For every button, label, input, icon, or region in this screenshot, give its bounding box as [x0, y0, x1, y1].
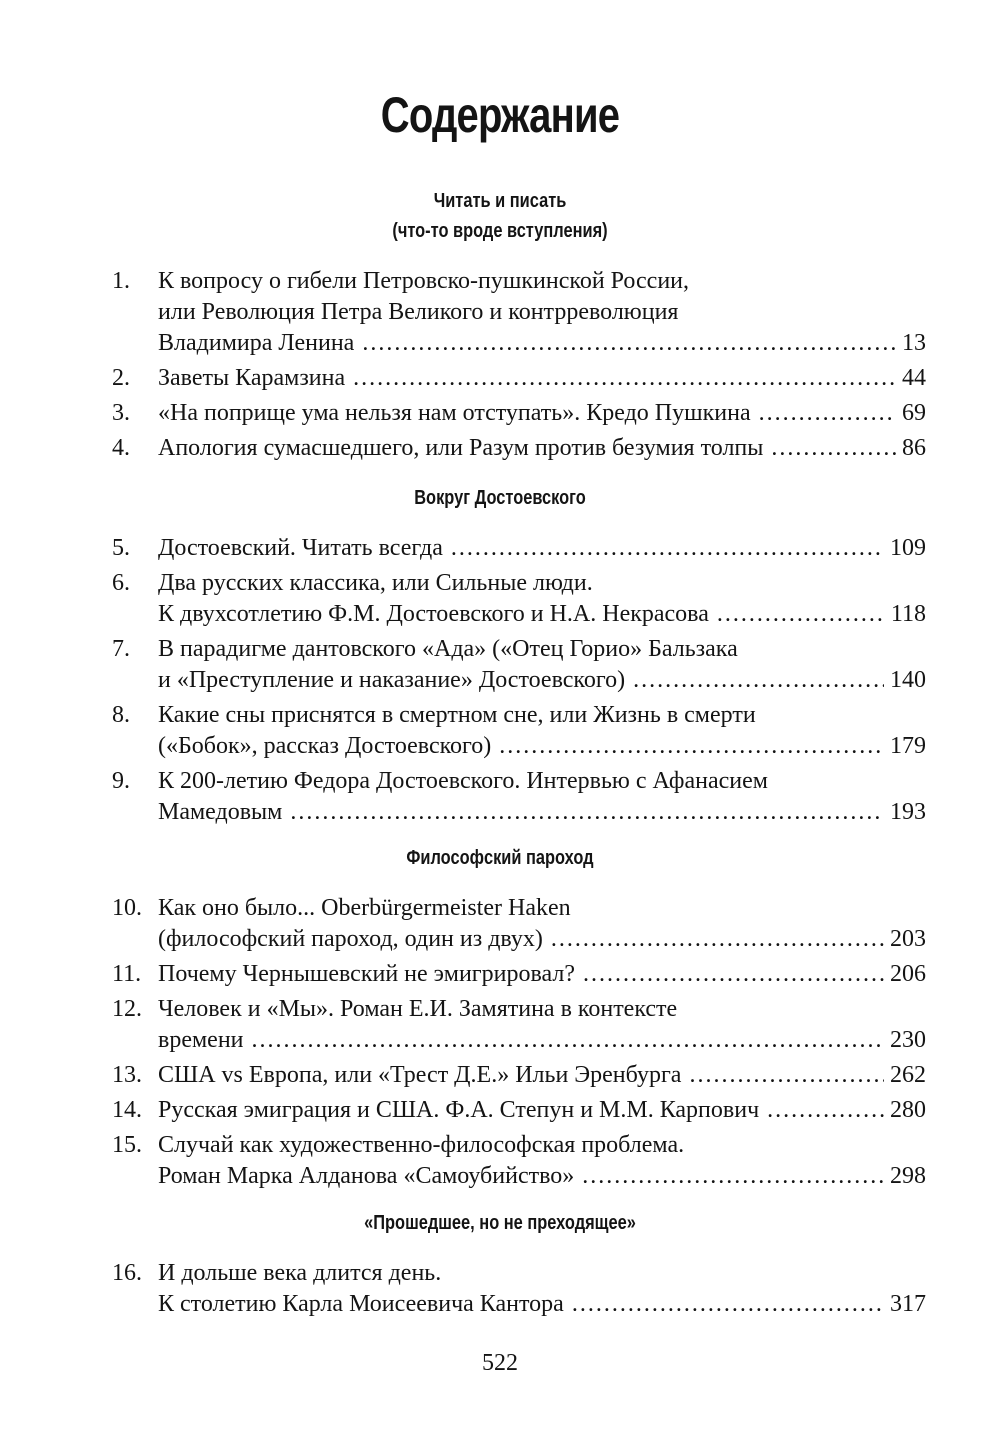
- toc-entry[interactable]: [0, 893, 1000, 955]
- entry-body: [158, 1258, 926, 1320]
- entry-title-line: «На поприще ума нельзя нам отступать». Кредо Пушкина: [158, 400, 751, 426]
- dot-leader: [582, 1161, 884, 1192]
- dot-leader: [362, 328, 896, 359]
- dot-leader: [451, 533, 884, 564]
- entry-page-number: 230: [890, 1027, 926, 1053]
- entry-page-number: 140: [890, 667, 926, 693]
- toc-entry[interactable]: [0, 634, 1000, 696]
- dot-leader: [689, 1060, 884, 1091]
- entry-title-line: Мамедовым: [158, 799, 283, 825]
- entry-title-line: Какие сны приснятся в смертном сне, или Жизнь в смерти: [158, 702, 756, 728]
- page-number: 522: [482, 1350, 518, 1376]
- toc-entry[interactable]: [0, 700, 1000, 762]
- entry-title-line: В парадигме дантовского «Ада» («Отец Горио» Бальзака: [158, 636, 738, 662]
- entry-number: 1.: [112, 268, 130, 294]
- entry-title-line: Владимира Ленина: [158, 330, 355, 356]
- entry-page-number: 179: [890, 733, 926, 759]
- entry-body: [158, 634, 926, 696]
- entry-body: [158, 533, 926, 564]
- section: [0, 843, 1000, 1192]
- entry-title-line: Человек и «Мы». Роман Е.И. Замятина в контексте: [158, 996, 678, 1022]
- entry-title-line: К 200-летию Федора Достоевского. Интервью с Афанасием: [158, 768, 768, 794]
- entry-body: [158, 1130, 926, 1192]
- entry-number: 7.: [112, 636, 130, 662]
- section-heading-line: Философский пароход: [406, 847, 594, 869]
- section-heading-line: (что-то вроде вступления): [392, 220, 608, 242]
- section-heading: [90, 1208, 910, 1238]
- entry-title-line: Русская эмиграция и США. Ф.А. Степун и М.М. Карпович: [158, 1097, 760, 1123]
- dot-leader: [252, 1025, 884, 1056]
- toc-entry[interactable]: [0, 568, 1000, 630]
- section-heading: [90, 186, 910, 246]
- entry-number: 15.: [112, 1132, 142, 1158]
- dot-leader: [551, 924, 884, 955]
- entry-page-number: 298: [890, 1163, 926, 1189]
- entry-title-line: К вопросу о гибели Петровско-пушкинской России,: [158, 268, 689, 294]
- toc-entry[interactable]: [0, 398, 1000, 429]
- entry-title-line: США vs Европа, или «Трест Д.Е.» Ильи Эренбурга: [158, 1062, 682, 1088]
- entry-number: 9.: [112, 768, 130, 794]
- entry-number: 13.: [112, 1062, 142, 1088]
- toc-entry[interactable]: [0, 1130, 1000, 1192]
- section-heading: [90, 843, 910, 873]
- entry-page-number: 13: [902, 330, 926, 356]
- entry-title-line: Роман Марка Алданова «Самоубийство»: [158, 1163, 575, 1189]
- entry-page-number: 262: [890, 1062, 926, 1088]
- entry-list: [0, 266, 1000, 464]
- entry-body: [158, 994, 926, 1056]
- entry-page-number: 109: [890, 535, 926, 561]
- dot-leader: [771, 433, 896, 464]
- dot-leader: [759, 398, 896, 429]
- entry-page-number: 44: [902, 365, 926, 391]
- toc-entry[interactable]: [0, 994, 1000, 1056]
- entry-title-line: Случай как художественно-философская проблема.: [158, 1132, 685, 1158]
- dot-leader: [572, 1289, 884, 1320]
- entry-body: [158, 363, 926, 394]
- entry-body: [158, 766, 926, 828]
- entry-number: 6.: [112, 570, 130, 596]
- dot-leader: [633, 665, 884, 696]
- entry-number: 14.: [112, 1097, 142, 1123]
- page-title: Содержание: [380, 87, 620, 143]
- toc-entry[interactable]: [0, 266, 1000, 359]
- toc-entry[interactable]: [0, 1060, 1000, 1091]
- entry-title-line: или Революция Петра Великого и контрреволюция: [158, 299, 679, 325]
- entry-title-line: Апология сумасшедшего, или Разум против безумия толпы: [158, 435, 764, 461]
- dot-leader: [499, 731, 884, 762]
- entry-list: [0, 1258, 1000, 1320]
- entry-body: [158, 398, 926, 429]
- section-heading-line: Читать и писать: [433, 190, 567, 212]
- toc-entry[interactable]: [0, 1258, 1000, 1320]
- entry-body: [158, 700, 926, 762]
- entry-body: [158, 1060, 926, 1091]
- entry-list: [0, 533, 1000, 828]
- entry-body: [158, 893, 926, 955]
- entry-body: [158, 433, 926, 464]
- toc-entry[interactable]: [0, 766, 1000, 828]
- entry-title-line: («Бобок», рассказ Достоевского): [158, 733, 492, 759]
- section-heading-line: «Прошедшее, но не преходящее»: [364, 1212, 636, 1234]
- dot-leader: [290, 797, 884, 828]
- toc-entry[interactable]: [0, 533, 1000, 564]
- entry-page-number: 193: [890, 799, 926, 825]
- entry-number: 2.: [112, 365, 130, 391]
- dot-leader: [767, 1095, 884, 1126]
- dot-leader: [353, 363, 896, 394]
- toc-entry[interactable]: [0, 363, 1000, 394]
- entry-body: [158, 568, 926, 630]
- section: [0, 1208, 1000, 1320]
- entry-page-number: 118: [890, 601, 926, 627]
- entry-body: [158, 266, 926, 359]
- section: [0, 186, 1000, 464]
- entry-page-number: 206: [890, 961, 926, 987]
- toc-entry[interactable]: [0, 433, 1000, 464]
- entry-title-line: Как оно было... Oberbürgermeister Haken: [158, 895, 571, 921]
- section-heading: [90, 483, 910, 513]
- entry-title-line: времени: [158, 1027, 244, 1053]
- entry-number: 11.: [112, 961, 142, 987]
- entry-title-line: Заветы Карамзина: [158, 365, 346, 391]
- entry-title-line: (философский пароход, один из двух): [158, 926, 543, 952]
- entry-title-line: Почему Чернышевский не эмигрировал?: [158, 961, 575, 987]
- entry-body: [158, 959, 926, 990]
- entry-number: 12.: [112, 996, 142, 1022]
- dot-leader: [717, 599, 885, 630]
- entry-title-line: Два русских классика, или Сильные люди.: [158, 570, 593, 596]
- entry-number: 4.: [112, 435, 130, 461]
- entry-body: [158, 1095, 926, 1126]
- toc-entry[interactable]: [0, 959, 1000, 990]
- entry-page-number: 69: [902, 400, 926, 426]
- dot-leader: [583, 959, 884, 990]
- entry-number: 8.: [112, 702, 130, 728]
- entry-number: 3.: [112, 400, 130, 426]
- section: [0, 483, 1000, 828]
- entry-title-line: К столетию Карла Моисеевича Кантора: [158, 1291, 564, 1317]
- entry-list: [0, 893, 1000, 1192]
- entry-page-number: 203: [890, 926, 926, 952]
- entry-number: 16.: [112, 1260, 142, 1286]
- entry-page-number: 280: [890, 1097, 926, 1123]
- entry-number: 10.: [112, 895, 142, 921]
- entry-title-line: И дольше века длится день.: [158, 1260, 442, 1286]
- entry-page-number: 317: [890, 1291, 926, 1317]
- entry-number: 5.: [112, 535, 130, 561]
- entry-title-line: и «Преступление и наказание» Достоевского): [158, 667, 626, 693]
- toc-entry[interactable]: [0, 1095, 1000, 1126]
- entry-title-line: К двухсотлетию Ф.М. Достоевского и Н.А. Некрасова: [158, 601, 709, 627]
- section-heading-line: Вокруг Достоевского: [414, 487, 586, 509]
- entry-title-line: Достоевский. Читать всегда: [158, 535, 443, 561]
- entry-page-number: 86: [902, 435, 926, 461]
